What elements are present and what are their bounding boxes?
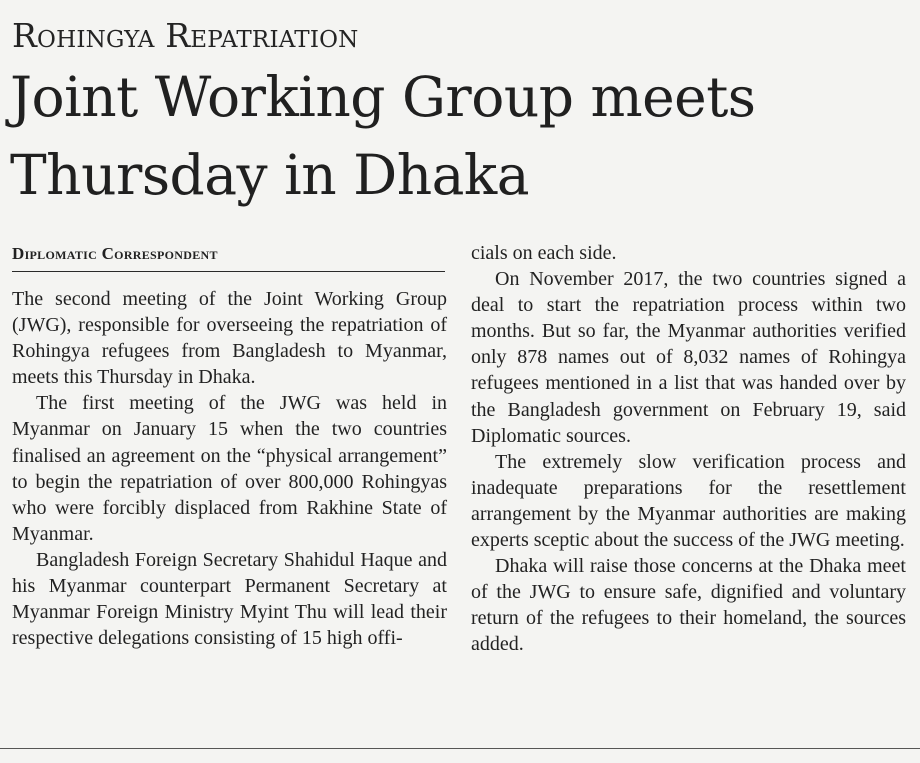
byline: Diplomatic Correspondent xyxy=(12,244,218,263)
bottom-rule xyxy=(0,748,920,749)
paragraph-5: The extremely slow verification process and inadequate preparations for the resettlement arrangement by the Myanmar authorities are making experts sceptic about the success of the JWG meeting. xyxy=(471,450,906,552)
paragraph-3: Bangladesh Foreign Secretary Shahidul Haque and his Myanmar counterpart Permanent Secretary at Myanmar Foreign Ministry Myint Thu will lead their respective delegations consisting of 15 high offi- xyxy=(12,548,447,650)
paragraph-1: The second meeting of the Joint Working Group (JWG), responsible for overseeing the repatriation of Rohingya refugees from Bangladesh to Myanmar, meets this Thursday in Dhaka. xyxy=(12,288,447,389)
byline-rule xyxy=(12,271,445,272)
paragraph-6: Dhaka will raise those concerns at the Dhaka meet of the JWG to ensure safe, dignified and voluntary return of the refugees to their homeland, the sources added. xyxy=(471,555,906,656)
headline: Joint Working Group meets Thursday in Dhaka xyxy=(10,65,756,207)
section-kicker: Rohingya Repatriation xyxy=(12,16,359,55)
paragraph-3-continued: cials on each side. xyxy=(471,242,617,264)
paragraph-2: The first meeting of the JWG was held in Myanmar on January 15 when the two countries finalised an agreement on the “physical arrangement” to begin the repatriation of over 800,000 Rohingyas who were forcibly displaced from Rakhine State of Myanmar. xyxy=(12,392,447,545)
article-column-right xyxy=(471,240,906,658)
paragraph-4: On November 2017, the two countries signed a deal to start the repatriation process within two months. But so far, the Myanmar authorities verified only 878 names out of 8,032 names of Rohingya refugees mentioned in a list that was handed over by the Bangladesh government on February 19, said Diplomatic sources. xyxy=(471,268,906,447)
article-column-left xyxy=(12,286,447,651)
